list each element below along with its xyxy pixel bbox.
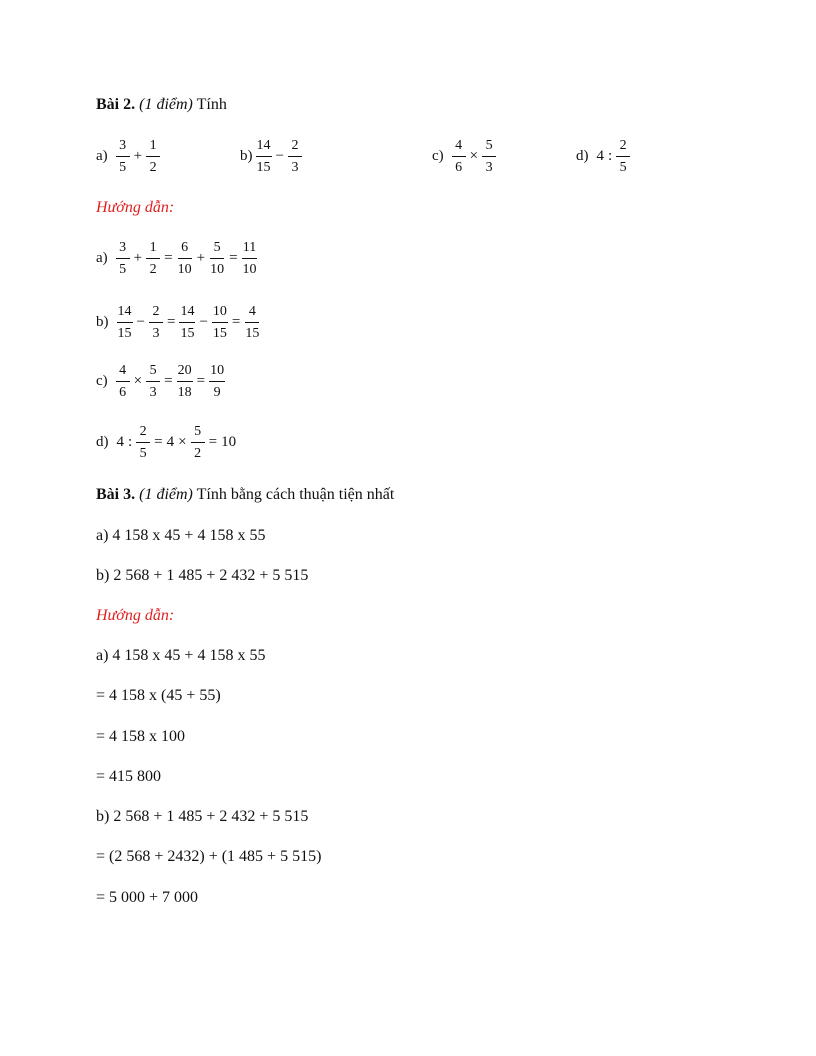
bai3-step: = 5 000 + 7 000	[96, 889, 199, 906]
fraction: $\frac{3}{5}$	[116, 137, 130, 176]
bai3-problem-a: a) 4 158 x 45 + 4 158 x 55	[96, 527, 266, 544]
fraction: $\frac{3}{5}$	[116, 239, 130, 278]
fraction: $\frac{4}{6}$	[116, 362, 130, 401]
bai3-problem-b: b) 2 568 + 1 485 + 2 432 + 5 515	[96, 567, 309, 584]
problem-d: d) 4 : $\frac{2}{5}$	[576, 134, 632, 178]
fraction: $\frac{5}{2}$	[191, 423, 205, 462]
fraction: $\frac{11}{10}$	[242, 239, 257, 277]
fraction: $\frac{2}{3}$	[149, 303, 163, 342]
fraction: $\frac{5}{10}$	[210, 239, 225, 277]
bai3-step: = 4 158 x 100	[96, 728, 186, 745]
problem-b: b) $\frac{14}{15}$ − $\frac{2}{3}$	[240, 134, 304, 178]
fraction: $\frac{4}{6}$	[452, 137, 466, 176]
bai2-solution-b: b) $\frac{14}{15}$ − $\frac{2}{3}$ = $\frac{14}{15}$ − $\frac{10}{15}$ = $\frac{4}{15}$	[96, 303, 260, 341]
fraction: $\frac{6}{10}$	[177, 239, 192, 277]
bai2-points: (1 điểm)	[139, 96, 193, 113]
fraction: $\frac{10}{9}$	[210, 362, 225, 400]
bai3-step: = 4 158 x (45 + 55)	[96, 687, 221, 704]
bai2-title: Bài 2.	[96, 96, 136, 113]
fraction: $\frac{14}{15}$	[256, 137, 271, 175]
fraction: $\frac{20}{18}$	[177, 362, 192, 400]
bai3-step: b) 2 568 + 1 485 + 2 432 + 5 515	[96, 808, 309, 825]
bai3-step: = 415 800	[96, 768, 162, 785]
bai3-title: Bài 3.	[96, 486, 136, 503]
fraction: $\frac{4}{15}$	[245, 303, 260, 341]
bai2-solution-a: a) $\frac{3}{5}$ + $\frac{1}{2}$ = $\frac{6}{10}$ + $\frac{5}{10}$ = $\frac{11}{10}$	[96, 239, 257, 277]
bai3-guide-title: Hướng dẫn:	[96, 607, 175, 624]
fraction: $\frac{1}{2}$	[146, 239, 160, 278]
fraction: $\frac{14}{15}$	[180, 303, 195, 341]
fraction: $\frac{5}{3}$	[482, 137, 496, 176]
fraction: $\frac{2}{5}$	[616, 137, 630, 176]
problem-a: a) $\frac{3}{5}$ + $\frac{1}{2}$	[96, 134, 162, 178]
bai2-solution-d: d) 4 : $\frac{2}{5}$ = 4 × $\frac{5}{2}$ = 10	[96, 423, 237, 461]
fraction: $\frac{2}{5}$	[136, 423, 150, 462]
bai2-heading	[96, 95, 227, 115]
fraction: $\frac{2}{3}$	[288, 137, 302, 176]
fraction: $\frac{14}{15}$	[117, 303, 132, 341]
fraction: $\frac{1}{2}$	[146, 137, 160, 176]
bai2-problems-row	[0, 134, 816, 178]
bai2-solution-c: c) $\frac{4}{6}$ × $\frac{5}{3}$ = $\frac{20}{18}$ = $\frac{10}{9}$	[96, 362, 225, 400]
bai3-step: = (2 568 + 2432) + (1 485 + 5 515)	[96, 848, 322, 865]
bai3-heading	[96, 485, 394, 505]
bai2-guide-title: Hướng dẫn:	[96, 199, 175, 216]
fraction: $\frac{5}{3}$	[146, 362, 160, 401]
bai3-points: (1 điểm)	[139, 486, 193, 503]
bai3-task: Tính bằng cách thuận tiện nhất	[196, 486, 395, 503]
fraction: $\frac{10}{15}$	[212, 303, 227, 341]
bai3-step: a) 4 158 x 45 + 4 158 x 55	[96, 647, 266, 664]
bai2-task: Tính	[196, 96, 227, 113]
problem-c: c) $\frac{4}{6}$ × $\frac{5}{3}$	[432, 134, 498, 178]
